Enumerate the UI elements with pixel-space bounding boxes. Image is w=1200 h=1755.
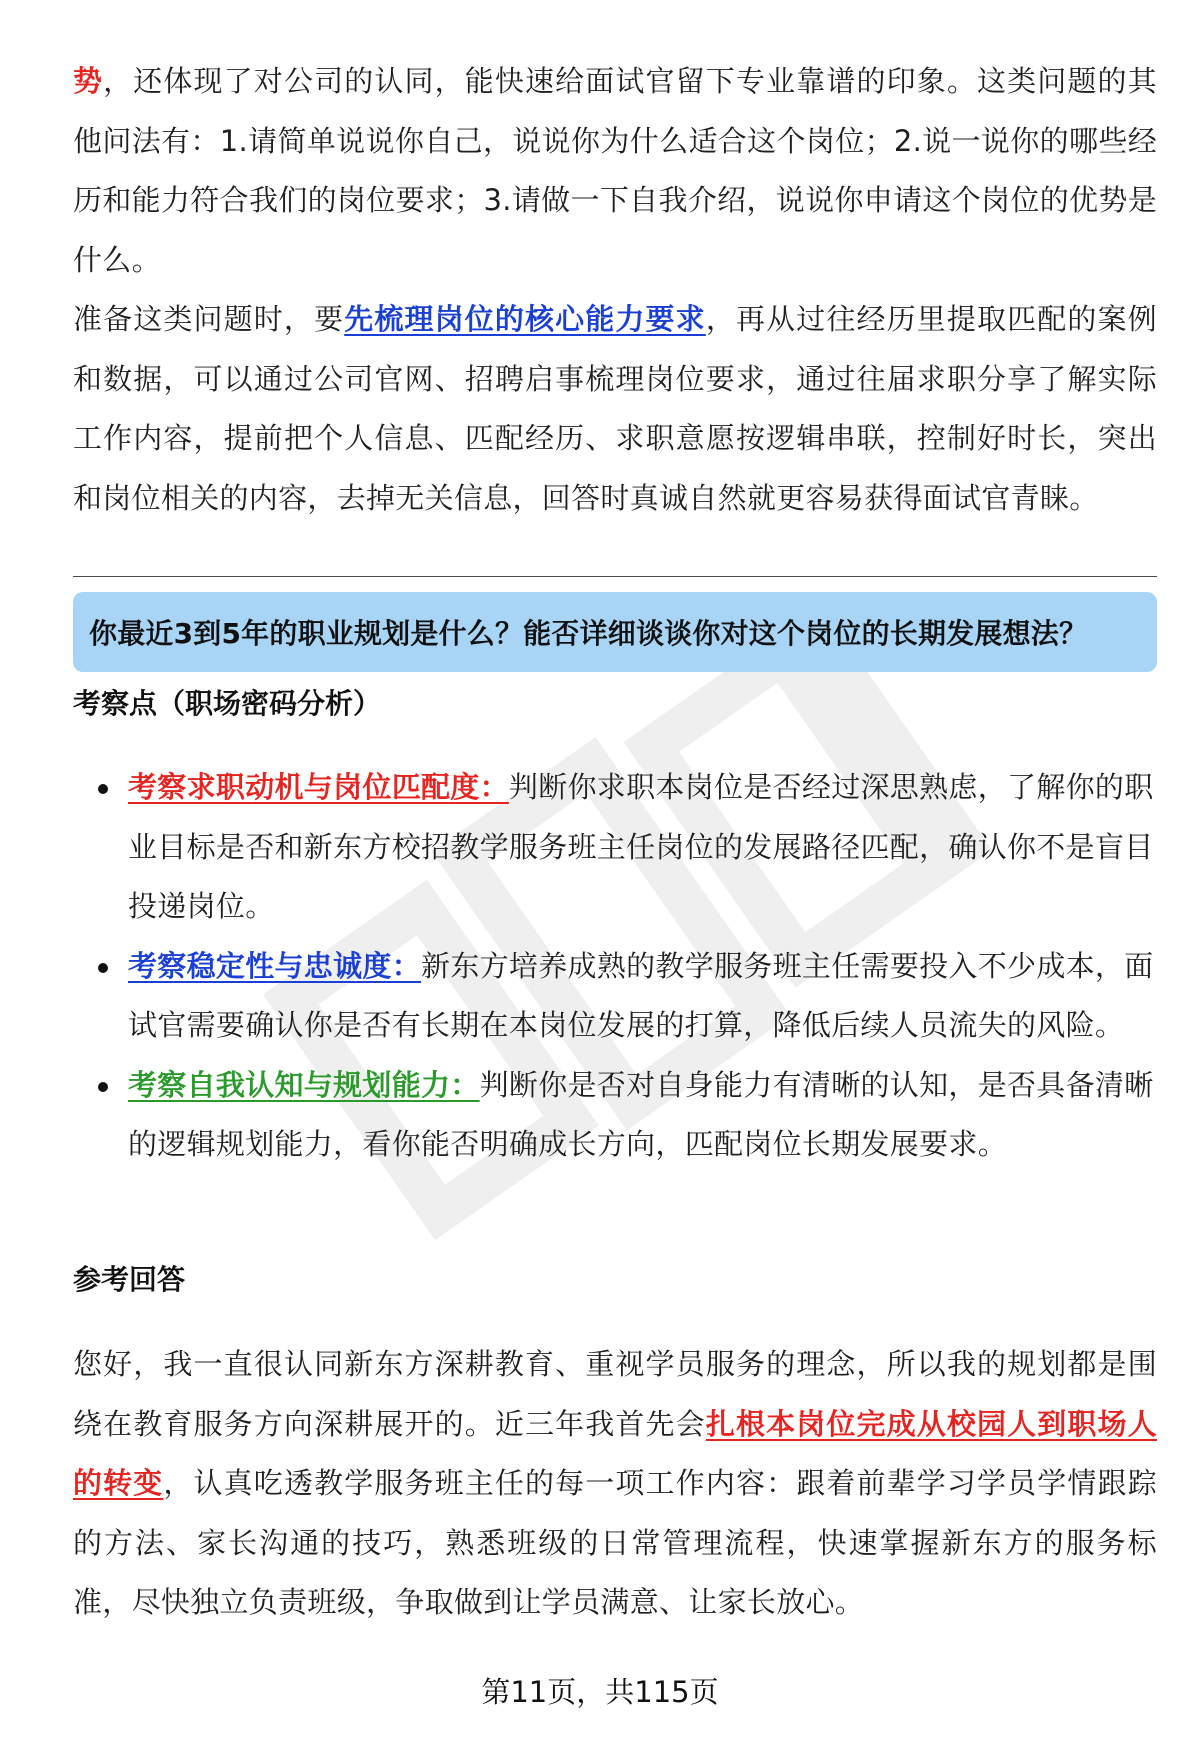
intro-paragraph-2-before: 准备这类问题时，要 [73, 302, 345, 336]
answer-title: 参考回答 [73, 1263, 186, 1296]
analysis-item-label: 考察求职动机与岗位匹配度： [128, 770, 509, 804]
intro-paragraph-1 [73, 52, 1157, 290]
analysis-item-stability [73, 937, 1157, 1056]
analysis-item-text: 判断你是否对自身能力有清晰的认知，是否具备清晰的逻辑规划能力，看你能否明确成长方向，匹配岗位长期发展要求。 [128, 1067, 1154, 1161]
answer-after: ，认真吃透教学服务班主任的每一项工作内容：跟着前辈学习学员学情跟踪的方法、家长沟通的技巧，熟悉班级的日常管理流程，快速掌握新东方的服务标准，尽快独立负责班级，争取做到让学员满意、让家长放心。 [73, 1466, 1157, 1619]
bullet-dot-icon [98, 784, 108, 794]
analysis-item-label: 考察稳定性与忠诚度： [128, 948, 422, 983]
analysis-item-text: 判断你求职本岗位是否经过深思熟虑，了解你的职业目标是否和新东方校招教学服务班主任岗位的发展路径匹配，确认你不是盲目投递岗位。 [128, 770, 1154, 923]
intro-paragraph-2-highlight: 先梳理岗位的核心能力要求 [344, 302, 706, 336]
analysis-title: 考察点（职场密码分析） [73, 687, 382, 720]
page-number: 第11页，共115页 [481, 1675, 719, 1709]
analysis-item-text: 新东方培养成熟的教学服务班主任需要投入不少成本，面试官需要确认你是否有长期在本岗位发展的打算，降低后续人员流失的风险。 [128, 948, 1154, 1042]
analysis-item-self-awareness [73, 1056, 1157, 1175]
bullet-dot-icon [98, 1082, 108, 1092]
question-text: 你最近3到5年的职业规划是什么？能否详细谈谈你对这个岗位的长期发展想法？ [89, 617, 1088, 650]
bullet-dot-icon [98, 963, 108, 973]
analysis-item-label: 考察自我认知与规划能力： [128, 1067, 480, 1102]
answer-section [73, 1335, 1157, 1633]
answer-paragraph [73, 1335, 1157, 1633]
section-divider [73, 576, 1157, 577]
answer-highlight: 扎根本岗位完成从校园人到职场人的转变 [73, 1406, 1157, 1500]
intro-paragraph-2 [73, 290, 1157, 528]
analysis-item-motivation [73, 758, 1157, 937]
question-banner [73, 592, 1157, 672]
intro-paragraph-1-text: ，还体现了对公司的认同，能快速给面试官留下专业靠谱的印象。这类问题的其他问法有：1.请简单说说你自己，说说你为什么适合这个岗位；2.说一说你的哪些经历和能力符合我们的岗位要求；3.请做一下自我介绍，说说你申请这个岗位的优势是什么。 [73, 64, 1157, 277]
answer-before: 您好，我一直很认同新东方深耕教育、重视学员服务的理念，所以我的规划都是围绕在教育服务方向深耕展开的。近三年我首先会 [73, 1347, 1157, 1441]
analysis-list [73, 758, 1157, 1175]
intro-paragraph-2-after: ，再从过往经历里提取匹配的案例和数据，可以通过公司官网、招聘启事梳理岗位要求，通过往届求职分享了解实际工作内容，提前把个人信息、匹配经历、求职意愿按逻辑串联，控制好时长，突出和岗位相关的内容，去掉无关信息，回答时真诚自然就更容易获得面试官青睐。 [73, 302, 1157, 515]
intro-lead-highlight: 势 [73, 64, 104, 98]
intro-section [73, 52, 1157, 528]
